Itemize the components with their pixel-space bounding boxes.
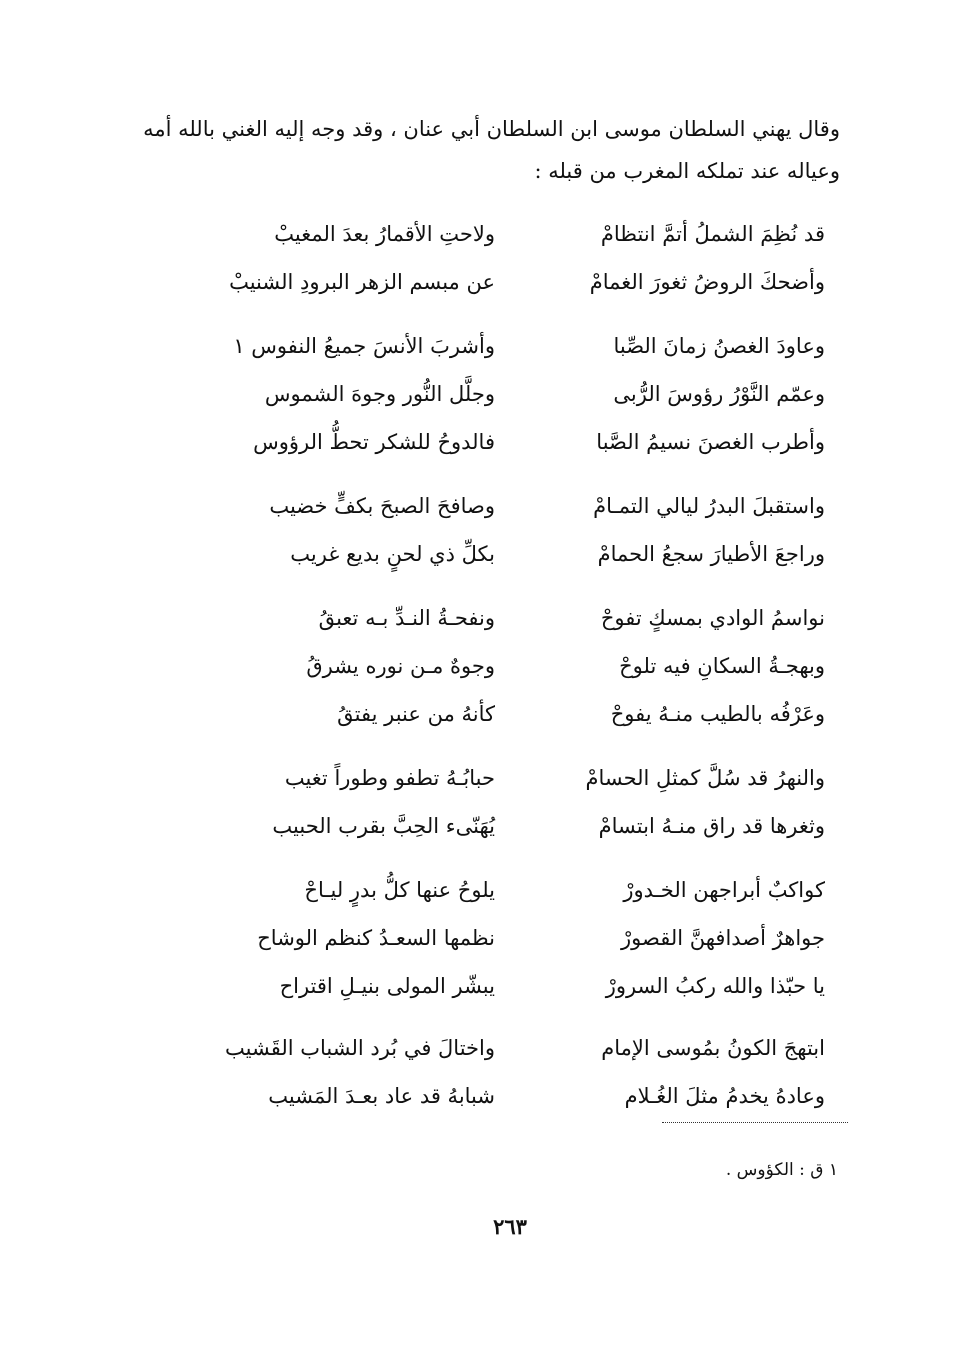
intro-paragraph bbox=[143, 108, 840, 192]
page-number: ٢٦٣ bbox=[493, 1214, 527, 1239]
first-hemistich: نواسمُ الوادي بمسكٍ تفوحْ bbox=[600, 606, 825, 630]
second-hemistich: وجلَّل النُّور وجوهَ الشموس bbox=[264, 382, 495, 406]
verse bbox=[195, 530, 825, 578]
verse bbox=[195, 962, 825, 1010]
intro-line: وقال يهني السلطان موسى ابن السلطان أبي عنان ، وقد وجه إليه الغني بالله أمه bbox=[143, 117, 840, 141]
first-hemistich: وعاودَ الغصنُ زمانَ الصِّبا bbox=[613, 334, 825, 358]
first-hemistich: وعَرْفُه بالطيب منـهُ يفوحْ bbox=[610, 702, 825, 726]
verse bbox=[195, 802, 825, 850]
first-hemistich: قد نُظِمَ الشملُ أتمَّ انتظامْ bbox=[600, 222, 825, 246]
first-hemistich: وبهجـةُ السكانِ فيه تلوحْ bbox=[619, 654, 825, 678]
second-hemistich: يلوحُ عنها كلُّ بدرٍ ليـاحْ bbox=[304, 878, 495, 902]
footnote-divider bbox=[662, 1122, 848, 1123]
first-hemistich: وعمّم النَّوْرُ رؤوسَ الرُّبى bbox=[613, 382, 825, 406]
verse bbox=[195, 866, 825, 914]
first-hemistich: كواكبٌ أبراجهن الخـدورْ bbox=[623, 878, 825, 902]
first-hemistich: جواهرٌ أصدافهنَّ القصورْ bbox=[621, 926, 825, 950]
first-hemistich: وراجعَ الأطيارَ سجعُ الحمامْ bbox=[597, 542, 825, 566]
second-hemistich: يُهَنّىء الحِبَّ بقرب الحبيب bbox=[272, 814, 495, 838]
second-hemistich: يبشّر المولى بنيـلِ اقتراح bbox=[279, 974, 495, 998]
second-hemistich: بكلِّ ذي لحنٍ بديع غريب bbox=[290, 542, 495, 566]
verse bbox=[195, 642, 825, 690]
first-hemistich: يا حبّذا والله ركبُ السرورْ bbox=[605, 974, 825, 998]
first-hemistich: وأضحكَ الروضُ ثغورَ الغمامْ bbox=[589, 270, 825, 294]
stanza bbox=[195, 1024, 825, 1120]
stanza bbox=[195, 322, 825, 466]
second-hemistich: فالدوحُ للشكر تحطُّ الرؤوس bbox=[253, 430, 495, 454]
verse bbox=[195, 322, 825, 370]
second-hemistich: عن مبسم الزهر البرودِ الشنيبْ bbox=[229, 270, 495, 294]
verse bbox=[195, 210, 825, 258]
stanza bbox=[195, 594, 825, 738]
stanza bbox=[195, 210, 825, 306]
first-hemistich: والنهرُ قد سُلَّ كمثلِ الحسامْ bbox=[585, 766, 825, 790]
stanza bbox=[195, 482, 825, 578]
stanza bbox=[195, 754, 825, 850]
verse bbox=[195, 594, 825, 642]
verse bbox=[195, 482, 825, 530]
verse bbox=[195, 914, 825, 962]
verse bbox=[195, 690, 825, 738]
first-hemistich: وعادهُ يخدمُ مثلَ الغُـلام bbox=[624, 1084, 825, 1108]
poem bbox=[195, 210, 825, 1136]
footnote: ١ ق : الكؤوس . bbox=[725, 1160, 838, 1180]
second-hemistich: وصافحَ الصبحَ بكفٍّ خضيب bbox=[269, 494, 495, 518]
verse bbox=[195, 418, 825, 466]
first-hemistich: ابتهجَ الكونُ بمُوسى الإمام bbox=[601, 1036, 825, 1060]
verse bbox=[195, 1024, 825, 1072]
verse bbox=[195, 1072, 825, 1120]
verse bbox=[195, 258, 825, 306]
verse bbox=[195, 754, 825, 802]
first-hemistich: وأطرب الغصنَ نسيمُ الصَّبا bbox=[596, 430, 825, 454]
stanza bbox=[195, 866, 825, 1010]
second-hemistich: ونفحـةُ النـدِّ بـه تعبقُ bbox=[318, 606, 495, 630]
second-hemistich: وأشربَ الأنسَ جميعُ النفوس ١ bbox=[233, 334, 495, 358]
second-hemistich: نظمها السعـدُ كنظم الوشاح bbox=[257, 926, 495, 950]
second-hemistich: شبابهُ قد عاد بعـدَ المَشيب bbox=[268, 1084, 495, 1108]
second-hemistich: وجوهٌ مـن نوره يشرقُ bbox=[306, 654, 495, 678]
verse bbox=[195, 370, 825, 418]
second-hemistich: ولاحتِ الأقمارُ بعدَ المغيبْ bbox=[274, 222, 495, 246]
second-hemistich: كأنهُ من عنبر يفتقُ bbox=[337, 702, 495, 726]
second-hemistich: واختالَ في بُرد الشباب القَشيب bbox=[225, 1036, 495, 1060]
first-hemistich: وثغرها قد راق منـهُ ابتسامْ bbox=[598, 814, 825, 838]
second-hemistich: حبابُـهُ تطفو وطوراً تغيب bbox=[284, 766, 495, 790]
first-hemistich: واستقبلَ البدرُ ليالي التمـامْ bbox=[593, 494, 825, 518]
intro-line: وعياله عند تملكه المغرب من قبله : bbox=[534, 159, 840, 183]
